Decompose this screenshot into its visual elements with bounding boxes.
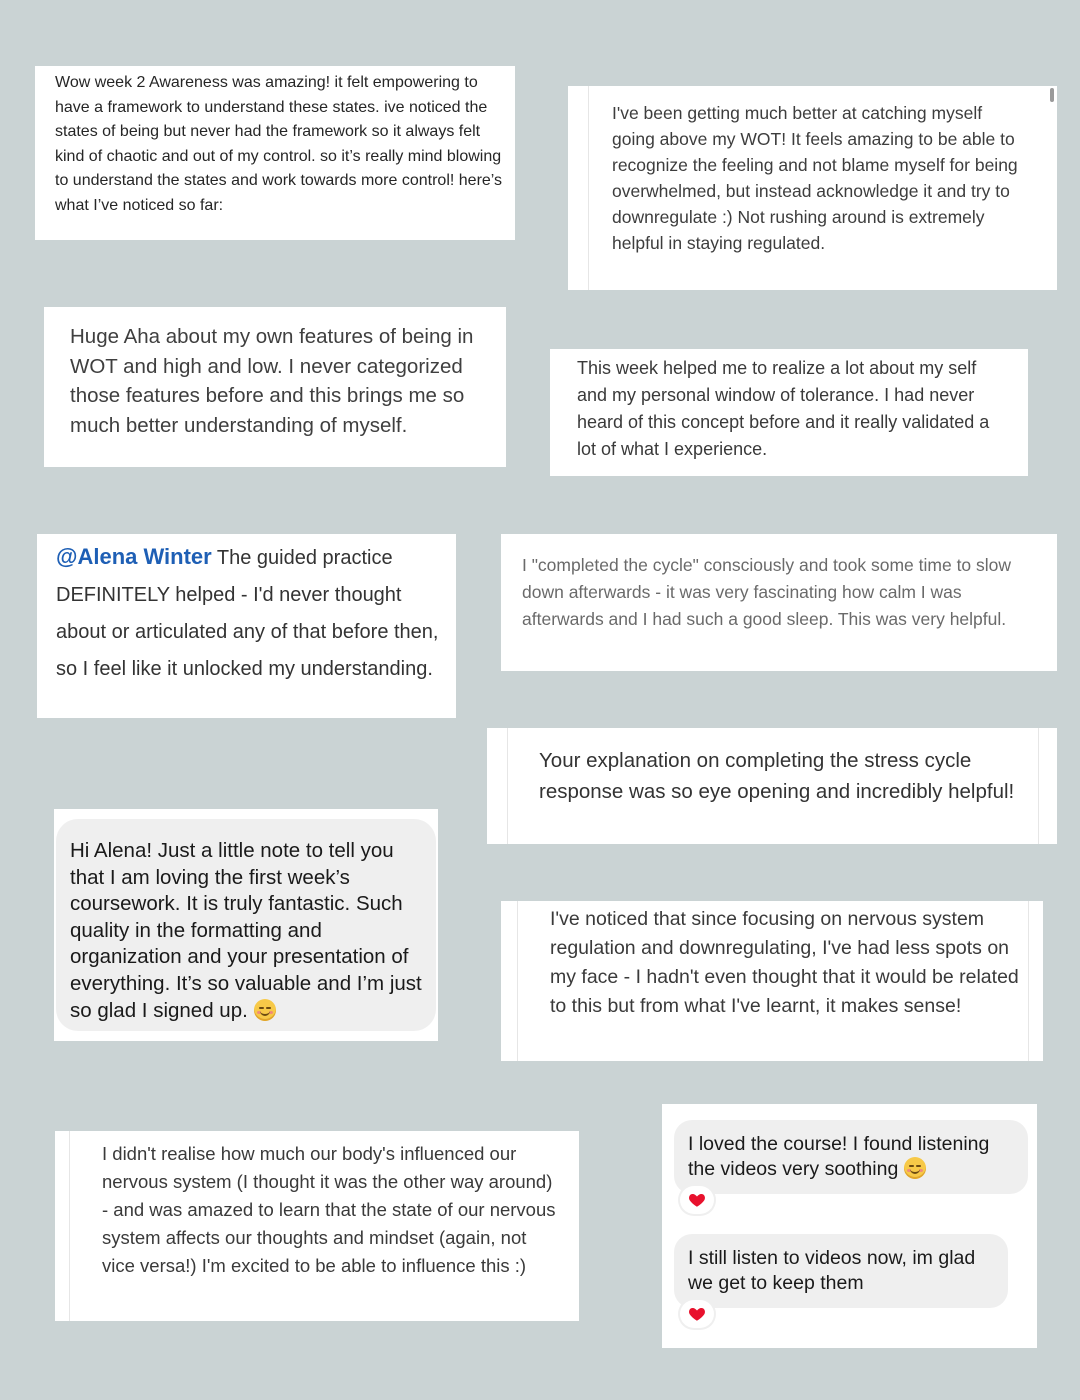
relieved-face-icon (254, 999, 276, 1021)
divider (1038, 728, 1039, 844)
divider (1028, 901, 1029, 1061)
chat-message (674, 1234, 1008, 1308)
heart-icon (688, 1305, 706, 1323)
testimonial-card-huge-aha (44, 307, 506, 467)
scrollbar[interactable] (1050, 88, 1054, 102)
heart-reaction[interactable] (680, 1186, 714, 1214)
testimonial-card-body-influence (55, 1131, 579, 1321)
testimonial-card-window-of-tolerance (550, 349, 1028, 476)
divider (588, 86, 589, 290)
heart-reaction[interactable] (680, 1300, 714, 1328)
testimonial-text: I've noticed that since focusing on nervous system regulation and downregulating, I've had less spots on my face - I hadn't even thought that it would be related to this but from what I've learnt, it makes sense! (550, 908, 1019, 1017)
testimonial-text: I've been getting much better at catching myself going above my WOT! It feels amazing to be able to recognize the feeling and not blame myself for being overwhelmed, but instead acknowledge it and try to downregulate :) Not rushing around is extremely helpful in staying regulated. (612, 103, 1018, 253)
testimonial-text: I didn't realise how much our body's influenced our nervous system (I thought it was the other way around) - and was amazed to learn that the state of our nervous system affects our thoughts and mindset (again, not vice versa!) I'm excited to be able to influence this :) (102, 1143, 556, 1276)
testimonial-card-spots-on-face (501, 901, 1043, 1061)
chat-message (674, 1120, 1028, 1194)
testimonial-card-wot-catching (568, 86, 1057, 290)
chat-screenshot-card (662, 1104, 1037, 1348)
divider (69, 1131, 70, 1321)
divider (507, 728, 508, 844)
testimonial-card-guided-practice (37, 534, 456, 718)
testimonial-card-completed-cycle (501, 534, 1057, 671)
user-mention[interactable]: @Alena Winter (56, 544, 212, 569)
message-bubble (56, 819, 436, 1031)
testimonial-text (70, 838, 426, 1024)
testimonial-card-week2-awareness (35, 66, 515, 240)
testimonial-text: Wow week 2 Awareness was amazing! it felt empowering to have a framework to understand these states. ive noticed the states of being but never had the framework so it always felt kind of chaotic and out of my control. so it’s really mind blowing to understand the states and work towards more control! here’s what I’ve noticed so far: (55, 74, 503, 214)
testimonial-text: This week helped me to realize a lot about my self and my personal window of tolerance. I had never heard of this concept before and it really validated a lot of what I experience. (577, 358, 990, 459)
testimonial-text: Huge Aha about my own features of being in WOT and high and low. I never categorized those features before and this brings me so much better understanding of myself. (70, 325, 474, 437)
chat-message-text (688, 1132, 1018, 1182)
message-text: I loved the course! I found listening the videos very soothing (688, 1133, 990, 1180)
testimonial-text: Your explanation on completing the stress cycle response was so eye opening and incredibly helpful! (539, 749, 1015, 803)
chat-message-text: I still listen to videos now, im glad we get to keep them (688, 1247, 976, 1294)
message-text: Hi Alena! Just a little note to tell you that I am loving the first week’s coursework. It is truly fantastic. Such quality in the formatting and organization and your presentation of everything. It’s so valuable and I’m just so glad I signed up. (70, 839, 422, 1022)
testimonial-body: The guided practice DEFINITELY helped - I'd never thought about or articulated any of that before then, so I feel like it unlocked my understanding. (56, 547, 439, 680)
divider (517, 901, 518, 1061)
heart-icon (688, 1191, 706, 1209)
testimonial-card-message-note (54, 809, 438, 1041)
smiling-face-icon (904, 1157, 926, 1179)
testimonial-text: I "completed the cycle" consciously and took some time to slow down afterwards - it was very fascinating how calm I was afterwards and I had such a good sleep. This was very helpful. (522, 555, 1012, 629)
testimonial-text (56, 538, 444, 688)
testimonial-card-stress-cycle (487, 728, 1057, 844)
